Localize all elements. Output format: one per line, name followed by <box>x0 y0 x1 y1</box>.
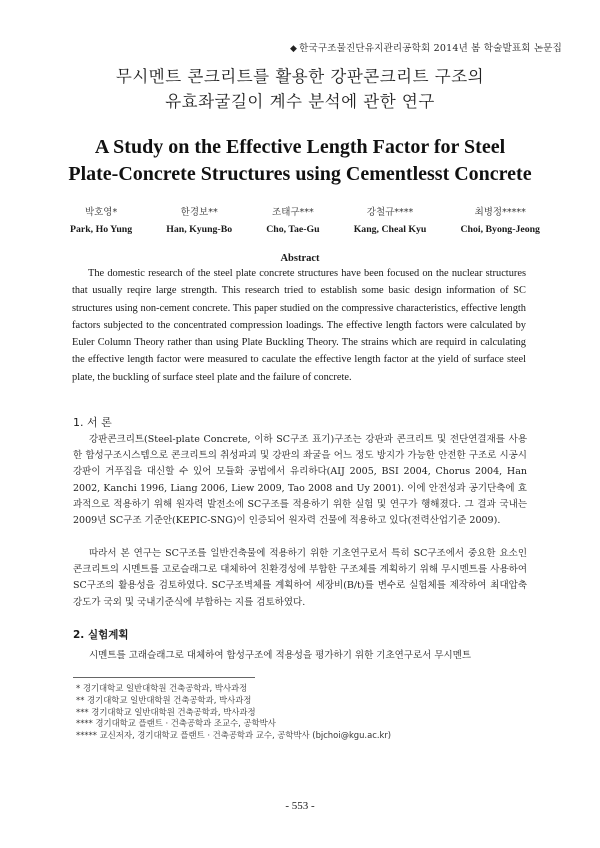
author-name-korean: 한경보** <box>180 207 218 218</box>
author-list <box>70 205 540 238</box>
author-name-english: Kang, Cheal Kyu <box>353 224 427 235</box>
author <box>70 205 132 238</box>
abstract-text: The domestic research of the steel plate concrete structures have been focused on the nuclear structures that usually reqire large strength. This research tried to establish some basic design information of SC structures using non-cement concrete. This paper studied on the compressive characteristics, effective length factors subjected to the concentrated compression loadings. The effective length factors were calculated by Euler Column Theory rather than using Plate Buckling Theory. The strains which are requird in calculating the effective length factor were measured to caculate the effective length factor at the yield of surface steel plate, the buckling of surface steel plate and the failure of concrete. <box>72 268 526 383</box>
author-name-english: Choi, Byong-Jeong <box>460 224 540 235</box>
author <box>166 205 232 238</box>
author-name-english: Han, Kyung-Bo <box>166 224 233 235</box>
footnote: * 경기대학교 일반대학원 건축공학과, 박사과정 <box>76 683 248 693</box>
author-name-korean: 강철규**** <box>366 207 414 218</box>
page-number: - 553 - <box>285 800 315 812</box>
conference-name: 한국구조물진단유지관리공학회 2014년 봄 학술발표회 논문집 <box>299 43 562 54</box>
author-name-english: Cho, Tae-Gu <box>266 224 320 235</box>
author <box>266 205 319 238</box>
footnotes <box>76 683 526 742</box>
korean-title <box>0 64 600 114</box>
korean-title-line1: 무시멘트 콘크리트를 활용한 강판콘크리트 구조의 <box>115 67 485 86</box>
footnote: ***** 교신저자, 경기대학교 플랜트 · 건축공학과 교수, 공학박사 (bjchoi@kgu.ac.kr) <box>76 730 392 741</box>
author <box>460 205 539 238</box>
author-name-korean: 최병정***** <box>474 207 526 218</box>
introduction-paragraph-1: 강판콘크리트(Steel-plate Concrete, 이하 SC구조 표기)구조는 강판과 콘크리트 및 전단연결재를 사용한 합성구조시스템으로 콘크리트의 취성파괴 및 강판의 좌굴을 어느 정도 방지가 가능한 안전한 구조로 시공시 강판이 거푸집을 대신할 수 있어 모듈화 공법에서 유리하다(AIJ 2005, BSI 2004, Chorus 2004, Han 2002, Kanchi 1996, Liang 2006, Liew 2009, Tao 2008 and Uy 2001). 이에 안전성과 공기단축에 효과적으로 적용하기 위해 원자력 발전소에 SC구조를 적용하기 위한 실험 및 연구가 행해졌다. 그 결과 국내는 2009년 SC구조 기준안(KEPIC-SNG)이 인증되어 원자력 건물에 적용하고 있다(전력산업기준 2009). <box>73 434 527 527</box>
experiment-plan-paragraph: 시멘트를 고래슬래그로 대체하여 합성구조에 적용성을 평가하기 위한 기초연구로서 무시멘트 <box>89 650 472 661</box>
footnote: *** 경기대학교 일반대학원 건축공학과, 박사과정 <box>76 706 256 717</box>
author-name-korean: 박호영* <box>84 207 118 218</box>
footnote: **** 경기대학교 플랜트 · 건축공학과 조교수, 공학박사 <box>76 718 276 729</box>
english-title-line2: Plate-Concrete Structures using Cementlesst Concrete <box>68 163 532 185</box>
footnote-divider <box>73 677 255 678</box>
abstract-heading: Abstract <box>280 253 320 264</box>
introduction-paragraph-2: 따라서 본 연구는 SC구조를 일반건축물에 적용하기 위한 기초연구로서 특히 SC구조에서 중요한 요소인 콘크리트의 시멘트를 고로슬래그로 대체하여 친환경성에 부합한 구조체를 계획하기 위해 무시멘트를 사용하여 SC구조의 활용성을 검토하였다. SC구조벽체를 계획하여 세장비(B/t)를 변수로 실험체를 제작하여 최대압축강도가 국외 및 국내기준식에 부합하는 지를 검토하였다. <box>73 548 527 608</box>
author-name-english: Park, Ho Yung <box>70 224 133 235</box>
running-header <box>290 40 562 54</box>
diamond-bullet-icon: ◆ <box>289 44 298 54</box>
korean-title-line2: 유효좌굴길이 계수 분석에 관한 연구 <box>165 92 435 111</box>
english-title <box>0 134 600 188</box>
author <box>354 205 427 238</box>
english-title-line1: A Study on the Effective Length Factor for Steel <box>94 136 506 158</box>
section-heading-introduction: 1. 서 론 <box>73 416 112 429</box>
author-name-korean: 조태구*** <box>272 207 314 218</box>
footnote: ** 경기대학교 일반대학원 건축공학과, 박사과정 <box>76 694 252 705</box>
section-heading-experiment-plan: 2. 실험계획 <box>73 629 129 641</box>
